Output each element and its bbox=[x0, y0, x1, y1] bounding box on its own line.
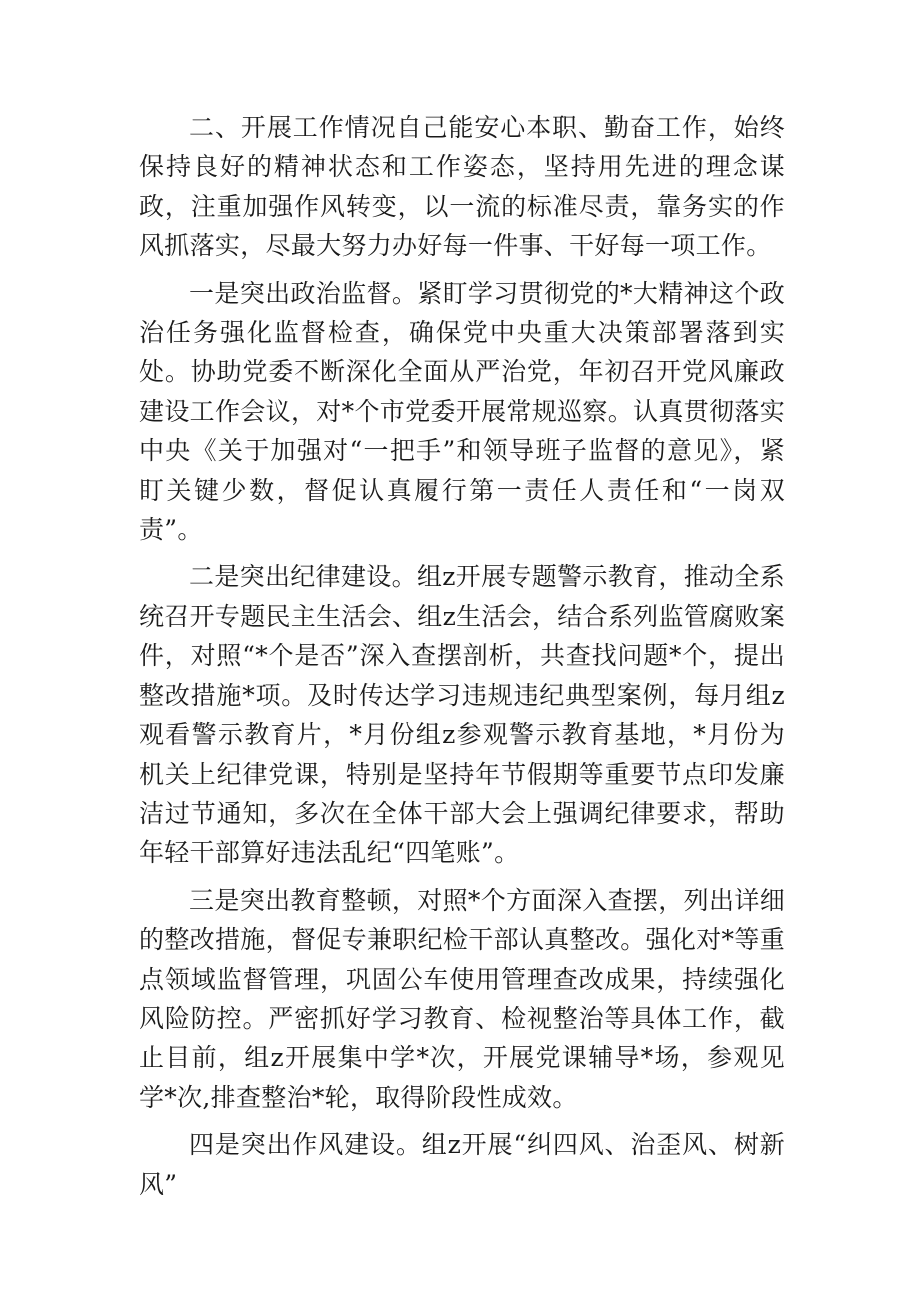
paragraph-political-supervision: 一是突出政治监督。紧盯学习贯彻党的*大精神这个政治任务强化监督检查，确保党中央重大决策部署落到实处。协助党委不断深化全面从严治党，年初召开党风廉政建设工作会议，对*个市党委开展常规巡察。认真贯彻落实中央《关于加强对“一把手”和领导班子监督的意见》，紧盯关键少数，督促认真履行第一责任人责任和“一岗双责”。 bbox=[139, 278, 785, 545]
paragraph-work-overview: 二、开展工作情况自己能安心本职、勤奋工作，始终保持良好的精神状态和工作姿态，坚持用先进的理念谋政，注重加强作风转变，以一流的标准尽责，靠务实的作风抓落实，尽最大努力办好每一件事、干好每一项工作。 bbox=[139, 113, 785, 261]
paragraph-work-style-building: 四是突出作风建设。组z开展“纠四风、治歪风、树新风” bbox=[139, 1130, 785, 1199]
paragraph-discipline-building: 二是突出纪律建设。组z开展专题警示教育，推动全系统召开专题民主生活会、组z生活会，结合系列监管腐败案件，对照“*个是否”深入查摆剖析，共查找问题*个，提出整改措施*项。及时传达学习违规违纪典型案例，每月组z观看警示教育片，*月份组z参观警示教育基地，*月份为机关上纪律党课，特别是坚持年节假期等重要节点印发廉洁过节通知，多次在全体干部大会上强调纪律要求，帮助年轻干部算好违法乱纪“四笔账”。 bbox=[139, 562, 785, 868]
document-body bbox=[139, 108, 785, 1212]
paragraph-education-rectification: 三是突出教育整顿，对照*个方面深入查摆，列出详细的整改措施，督促专兼职纪检干部认真整改。强化对*等重点领域监督管理，巩固公车使用管理查改成果，持续强化风险防控。严密抓好学习教育、检视整治等具体工作，截止目前，组z开展集中学*次，开展党课辅导*场，参观见学*次,排查整治*轮，取得阶段性成效。 bbox=[139, 885, 785, 1112]
